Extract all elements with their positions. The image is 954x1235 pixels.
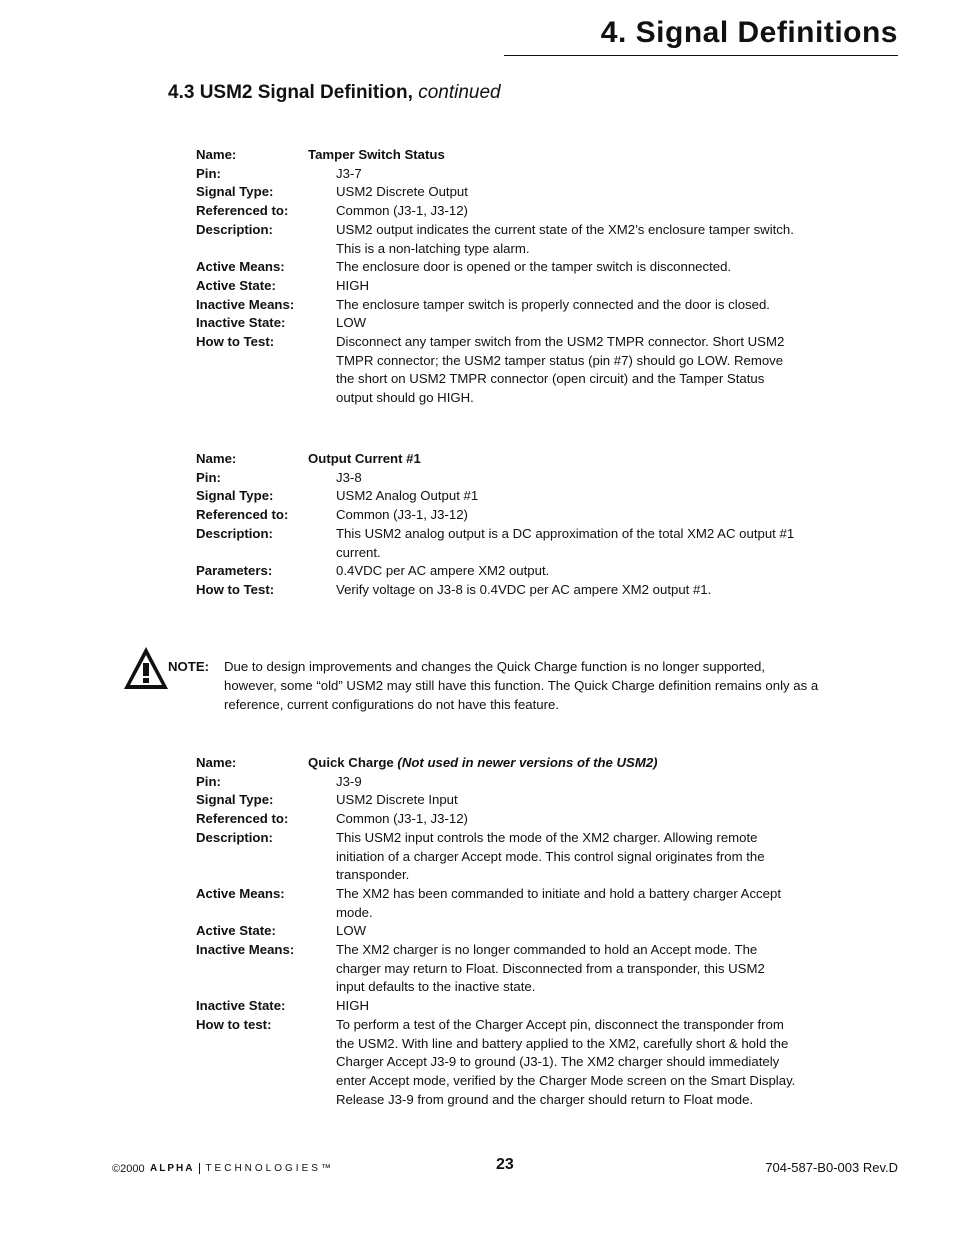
field-value-text: LOW	[336, 923, 367, 939]
field-value-text: Disconnect any tamper switch from the USM2 TMPR connector. Short USM2 TMPR connector; the USM2 tamper status (pin #7) should go LOW. Remove the short on USM2 TMPR connector (open circuit) and the Tamper Status output should go HIGH.	[336, 334, 785, 406]
field-value	[336, 296, 796, 315]
field-value-text: J3-9	[336, 773, 362, 789]
field-value	[336, 258, 796, 277]
field-value	[308, 754, 796, 773]
signal-field-row	[196, 506, 796, 525]
signal-name-row	[196, 146, 796, 165]
field-label: Inactive State:	[196, 315, 286, 331]
logo-bold: ALPHA	[150, 1163, 200, 1174]
field-label: Description:	[196, 221, 273, 237]
page-number: 23	[496, 1156, 514, 1173]
field-value-text: This USM2 analog output is a DC approximation of the total XM2 AC output #1 current.	[336, 525, 795, 560]
field-value	[336, 487, 796, 506]
note-text: Due to design improvements and changes the Quick Charge function is no longer supported, however, some “old” USM2 may still have this function. The Quick Charge definition remains only as a reference, current configurations do not have this feature.	[224, 659, 819, 712]
field-value	[336, 506, 796, 525]
field-value-text: USM2 Discrete Output	[336, 184, 468, 200]
field-label: Name:	[196, 451, 237, 466]
field-label: Pin:	[196, 469, 221, 485]
signal-field-row	[196, 525, 796, 562]
field-value	[336, 885, 796, 922]
field-value-text: J3-7	[336, 165, 362, 181]
signal-field-row	[196, 791, 796, 810]
field-value	[336, 773, 796, 792]
signal-field-row	[196, 183, 796, 202]
field-label: How to test:	[196, 1016, 272, 1032]
signal-field-row	[196, 810, 796, 829]
field-value-text: The XM2 charger is no longer commanded to hold an Accept mode. The charger may return to Float. Disconnected from a transponder, this USM2 input defaults to the inactive state.	[336, 942, 765, 995]
field-label: Signal Type:	[196, 792, 274, 808]
page-title: 4. Signal Definitions	[600, 16, 898, 49]
field-value-text: This USM2 input controls the mode of the XM2 charger. Allowing remote initiation of a charger Accept mode. This control signal originates from the transponder.	[336, 829, 765, 883]
field-value-text: J3-8	[336, 469, 362, 485]
field-value	[336, 525, 796, 562]
field-value	[336, 941, 796, 997]
company-logo	[150, 1163, 334, 1174]
field-label: Active Means:	[196, 259, 285, 275]
field-value	[336, 183, 796, 202]
section-heading	[168, 82, 501, 104]
signal-block-quick-charge	[196, 754, 796, 1109]
field-value-text: Common (J3-1, J3-12)	[336, 203, 468, 219]
field-label: Parameters:	[196, 563, 273, 579]
field-value-text: USM2 Analog Output #1	[336, 488, 479, 504]
field-value-text: HIGH	[336, 998, 369, 1014]
document-number: 704-587-B0-003 Rev.D	[765, 1160, 898, 1175]
field-label: Referenced to:	[196, 507, 289, 523]
field-value	[336, 829, 796, 885]
field-value	[336, 1016, 796, 1110]
field-label: Name:	[196, 147, 237, 162]
field-value-text: Verify voltage on J3-8 is 0.4VDC per AC ampere XM2 output #1.	[336, 581, 712, 597]
field-value-text: To perform a test of the Charger Accept pin, disconnect the transponder from the USM2. With line and battery applied to the XM2, carefully short & hold the Charger Accept J3-9 to ground (J3-1). The XM2 charger should immediately enter Accept mode, verified by the Charger Mode screen on the Smart Display. Release J3-9 from ground and the charger should return to Float mode.	[336, 1016, 796, 1107]
signal-field-row	[196, 829, 796, 885]
signal-field-row	[196, 773, 796, 792]
signal-block-tamper-switch	[196, 146, 796, 408]
field-label: Inactive Means:	[196, 942, 295, 958]
field-value-text: Common (J3-1, J3-12)	[336, 811, 468, 827]
field-label: Name:	[196, 755, 237, 770]
field-value-text: Tamper Switch Status	[308, 147, 445, 162]
field-value	[336, 922, 796, 941]
signal-block-output-current	[196, 450, 796, 600]
field-value-text: The enclosure door is opened or the tamper switch is disconnected.	[336, 259, 732, 275]
field-value	[336, 791, 796, 810]
signal-field-row	[196, 885, 796, 922]
field-label: Active State:	[196, 923, 276, 939]
field-value	[336, 810, 796, 829]
field-label: Signal Type:	[196, 488, 274, 504]
field-label: How to Test:	[196, 334, 275, 350]
field-label: Pin:	[196, 165, 221, 181]
field-value	[336, 333, 796, 408]
section-title: 4.3 USM2 Signal Definition,	[168, 82, 413, 103]
field-label: How to Test:	[196, 581, 275, 597]
field-label: Active State:	[196, 277, 276, 293]
field-value-note: (Not used in newer versions of the USM2)	[397, 755, 658, 770]
logo-rest: TECHNOLOGIES™	[205, 1163, 334, 1174]
signal-field-row	[196, 333, 796, 408]
field-value-text: Quick Charge	[308, 755, 398, 770]
field-value	[308, 450, 796, 469]
field-label: Active Means:	[196, 885, 285, 901]
signal-field-row	[196, 1016, 796, 1110]
field-label: Signal Type:	[196, 184, 274, 200]
field-value	[336, 221, 796, 258]
signal-field-row	[196, 221, 796, 258]
field-value	[336, 997, 796, 1016]
signal-field-row	[196, 487, 796, 506]
field-label: Inactive Means:	[196, 296, 295, 312]
signal-field-row	[196, 562, 796, 581]
note-label: NOTE:	[168, 659, 210, 674]
field-value	[336, 562, 796, 581]
footer-copyright: ©2000	[112, 1163, 145, 1175]
field-value-text: 0.4VDC per AC ampere XM2 output.	[336, 563, 550, 579]
field-value-text: Common (J3-1, J3-12)	[336, 507, 468, 523]
signal-name-row	[196, 754, 796, 773]
signal-field-row	[196, 469, 796, 488]
signal-field-row	[196, 941, 796, 997]
warning-icon	[122, 644, 170, 692]
field-value	[336, 277, 796, 296]
signal-field-row	[196, 277, 796, 296]
field-label: Description:	[196, 829, 273, 845]
field-value	[336, 581, 796, 600]
signal-field-row	[196, 296, 796, 315]
field-value	[336, 314, 796, 333]
field-label: Pin:	[196, 773, 221, 789]
field-value	[336, 469, 796, 488]
field-label: Inactive State:	[196, 998, 286, 1014]
signal-field-row	[196, 581, 796, 600]
field-value-text: HIGH	[336, 277, 369, 293]
field-value-text: The enclosure tamper switch is properly connected and the door is closed.	[336, 296, 770, 312]
section-continued: continued	[418, 82, 501, 103]
signal-field-row	[196, 314, 796, 333]
signal-field-row	[196, 258, 796, 277]
field-label: Referenced to:	[196, 203, 289, 219]
field-value-text: LOW	[336, 315, 367, 331]
field-value	[336, 165, 796, 184]
field-value-text: USM2 Discrete Input	[336, 792, 458, 808]
field-value-text: Output Current #1	[308, 451, 421, 466]
signal-field-row	[196, 997, 796, 1016]
field-value-text: USM2 output indicates the current state of the XM2’s enclosure tamper switch. This is a non-latching type alarm.	[336, 221, 794, 256]
field-label: Description:	[196, 525, 273, 541]
field-value	[336, 202, 796, 221]
signal-field-row	[196, 202, 796, 221]
signal-field-row	[196, 165, 796, 184]
field-value-text: The XM2 has been commanded to initiate and hold a battery charger Accept mode.	[336, 885, 781, 920]
signal-name-row	[196, 450, 796, 469]
field-label: Referenced to:	[196, 811, 289, 827]
title-rule	[504, 55, 898, 56]
field-value	[308, 146, 796, 165]
signal-field-row	[196, 922, 796, 941]
